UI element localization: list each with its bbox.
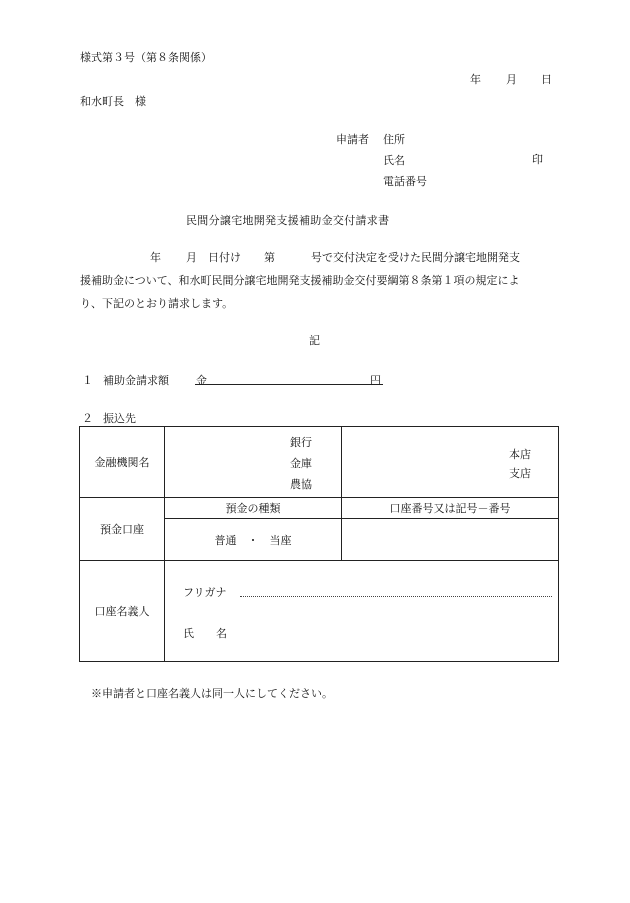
addressee: 和水町長 様 <box>80 95 146 108</box>
item2-number: ２ <box>82 412 93 425</box>
deposit-type-header: 預金の種類 <box>165 498 342 519</box>
account-number-field[interactable] <box>342 519 559 561</box>
holder-cell[interactable] <box>165 561 559 662</box>
page-title: 民間分譲宅地開発支援補助金交付請求書 <box>186 214 390 227</box>
applicant-label: 申請者 <box>336 133 369 146</box>
bank-type-cell[interactable] <box>165 427 342 498</box>
body-day-ref: 日付け <box>208 251 241 264</box>
holder-label-cell: 口座名義人 <box>80 561 165 662</box>
item2-label: 振込先 <box>103 412 136 425</box>
branch-type-main: 本店 <box>509 448 531 461</box>
amount-kin: 金 <box>196 374 207 387</box>
amount-underline <box>195 384 383 385</box>
bank-type-bank: 銀行 <box>290 436 312 449</box>
note: ※申請者と口座名義人は同一人にしてください。 <box>91 687 333 700</box>
body-month: 月 <box>186 251 197 264</box>
date-year-label: 年 <box>470 73 481 86</box>
body-line1-rest: 号で交付決定を受けた民間分譲宅地開発支 <box>311 251 520 264</box>
bank-type-kinko: 金庫 <box>290 457 312 470</box>
body-year: 年 <box>150 251 161 264</box>
applicant-name-label: 氏名 <box>383 154 405 167</box>
account-number-header: 口座番号又は記号－番号 <box>342 498 559 519</box>
body-dai: 第 <box>264 251 275 264</box>
body-line3: り、下記のとおり請求します。 <box>80 297 234 310</box>
body-line2: 援補助金について、和水町民間分譲宅地開発支援補助金交付要綱第８条第１項の規定によ <box>80 274 520 287</box>
branch-type-sub: 支店 <box>509 467 531 480</box>
date-month-label: 月 <box>506 73 517 86</box>
furigana-label: フリガナ <box>183 586 227 599</box>
applicant-address-label: 住所 <box>383 133 405 146</box>
seal-mark: 印 <box>532 153 543 166</box>
item1-number: １ <box>82 374 93 387</box>
amount-yen: 円 <box>370 374 381 387</box>
holder-name-label: 氏 名 <box>183 627 227 640</box>
bank-type-nokyo: 農協 <box>290 478 312 491</box>
deposit-label-cell: 預金口座 <box>80 498 165 561</box>
branch-cell[interactable] <box>342 427 559 498</box>
bank-label-cell: 金融機関名 <box>80 427 165 498</box>
applicant-phone-label: 電話番号 <box>383 175 427 188</box>
item1-label: 補助金請求額 <box>103 374 169 387</box>
furigana-dotted-line <box>240 596 552 597</box>
ki-heading: 記 <box>309 334 320 347</box>
transfer-table <box>79 426 559 662</box>
form-number: 様式第３号（第８条関係） <box>80 51 212 64</box>
date-day-label: 日 <box>541 73 552 86</box>
deposit-type-options[interactable]: 普通 ・ 当座 <box>165 519 342 561</box>
